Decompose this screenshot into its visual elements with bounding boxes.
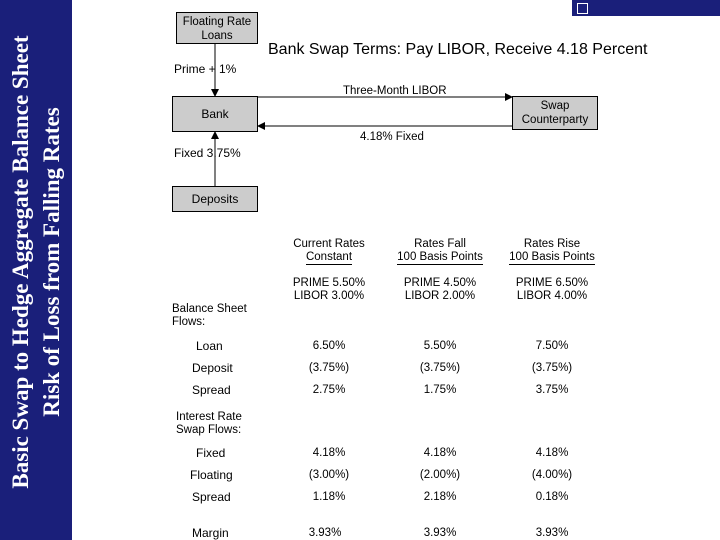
row-value: (3.75%): [419, 362, 461, 374]
row-label: Spread: [192, 383, 231, 397]
libor-rate: LIBOR 2.00%: [404, 290, 476, 302]
scenario-header-current: [274, 238, 384, 265]
row-value: (3.75%): [308, 362, 350, 374]
row-value: 2.18%: [423, 491, 457, 503]
swap-flows-heading: [176, 411, 242, 437]
row-label: Loan: [196, 339, 223, 353]
scenario-header-fall: [385, 238, 495, 265]
heading-line-2: Flows:: [172, 316, 206, 328]
heading-line-2: Swap Flows:: [176, 424, 242, 436]
prime-rate: PRIME 4.50%: [403, 277, 477, 289]
scenario-header-line-2: Constant: [305, 251, 353, 263]
loan-rate-label: Prime + 1%: [174, 62, 237, 76]
scenario-header-rise: [497, 238, 607, 265]
row-value: 7.50%: [535, 340, 569, 352]
row-label: Margin: [192, 526, 229, 540]
row-value: 2.75%: [312, 384, 346, 396]
libor-rate: LIBOR 3.00%: [293, 290, 365, 302]
receive-leg-label: 4.18% Fixed: [360, 131, 424, 143]
sidebar-title-line-1: Basic Swap to Hedge Aggregate Balance Sheet: [8, 35, 33, 489]
scenario-header-line-1: Current Rates: [293, 238, 365, 250]
pay-leg-label: Three-Month LIBOR: [343, 85, 447, 97]
counterparty-box-line-2: Counterparty: [521, 114, 589, 126]
swap-terms-title: Bank Swap Terms: Pay LIBOR, Receive 4.18 Percent: [268, 41, 648, 58]
row-value: 1.75%: [423, 384, 457, 396]
row-value: 3.93%: [535, 527, 569, 539]
row-value: 5.50%: [423, 340, 457, 352]
libor-rate: LIBOR 4.00%: [516, 290, 588, 302]
row-value: 4.18%: [312, 447, 346, 459]
scenario-header-line-2: 100 Basis Points: [509, 251, 595, 263]
row-value: 4.18%: [535, 447, 569, 459]
sidebar-title-line-2: Risk of Loss from Falling Rates: [39, 107, 64, 417]
deposits-box-label: Deposits: [191, 192, 239, 206]
row-value: 6.50%: [312, 340, 346, 352]
floating-rate-loans-box: [176, 12, 258, 44]
row-value: (2.00%): [419, 469, 461, 481]
row-value: 1.18%: [312, 491, 346, 503]
deposits-box: [172, 186, 258, 212]
row-label: Floating: [190, 468, 233, 482]
row-value: (3.75%): [531, 362, 573, 374]
row-value: 0.18%: [535, 491, 569, 503]
scenario-rates-current: [274, 277, 384, 303]
prime-rate: PRIME 5.50%: [292, 277, 366, 289]
prime-rate: PRIME 6.50%: [515, 277, 589, 289]
counterparty-box-line-1: Swap: [540, 100, 570, 112]
bank-box: [172, 96, 258, 132]
row-value: 3.93%: [308, 527, 342, 539]
scenario-rates-rise: [497, 277, 607, 303]
heading-line-1: Balance Sheet: [172, 303, 247, 315]
scenario-rates-fall: [385, 277, 495, 303]
row-value: 4.18%: [423, 447, 457, 459]
deposit-rate-label: Fixed 3.75%: [174, 146, 241, 160]
swap-counterparty-box: [512, 96, 598, 130]
row-label: Fixed: [196, 446, 226, 460]
scenario-header-line-2: 100 Basis Points: [397, 251, 483, 263]
row-value: 3.93%: [423, 527, 457, 539]
loans-box-line-2: Loans: [201, 30, 233, 42]
row-value: 3.75%: [535, 384, 569, 396]
balance-sheet-heading: [172, 303, 247, 329]
heading-line-1: Interest Rate: [176, 411, 242, 423]
bank-box-label: Bank: [201, 107, 229, 121]
row-label: Deposit: [192, 361, 233, 375]
scenario-header-line-1: Rates Rise: [523, 238, 581, 250]
scenario-header-line-1: Rates Fall: [414, 238, 466, 250]
loans-box-line-1: Floating Rate: [182, 16, 252, 28]
row-value: (3.00%): [308, 469, 350, 481]
row-value: (4.00%): [531, 469, 573, 481]
row-label: Spread: [192, 490, 231, 504]
